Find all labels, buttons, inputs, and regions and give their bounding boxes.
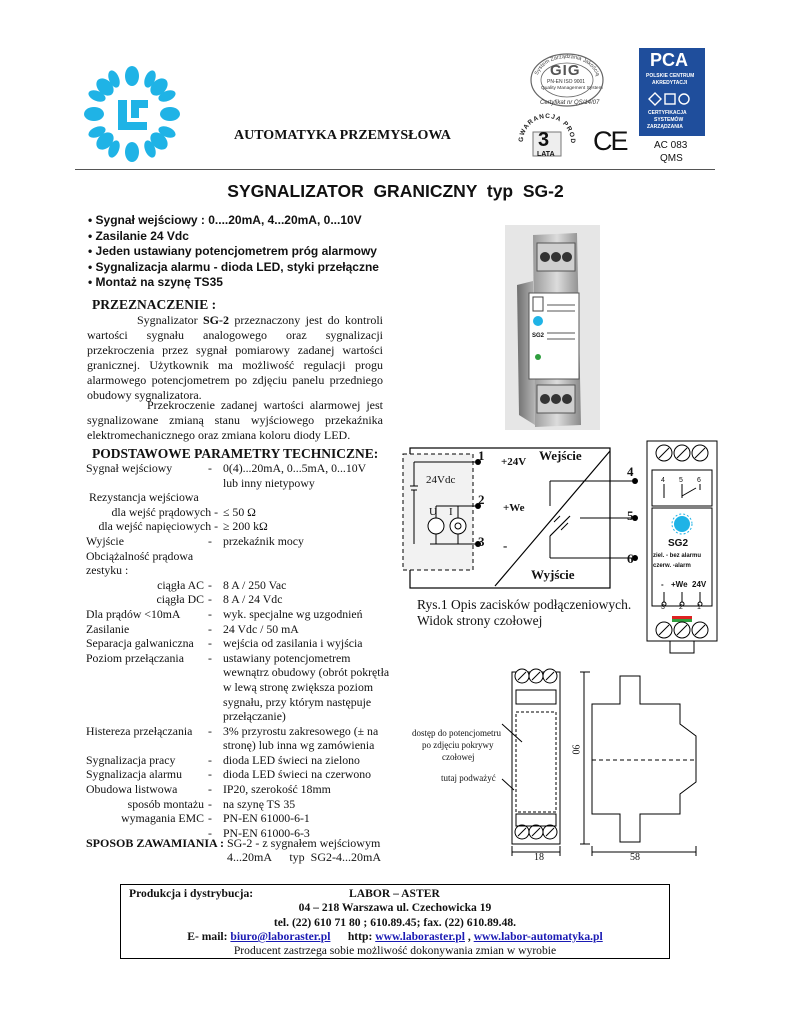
panel-num-4: 4: [661, 477, 665, 484]
gig-cert-number: Certyfikat nr QS/14/07: [540, 100, 600, 106]
footer-address: 04 – 218 Warszawa ul. Czechowicka 19: [298, 901, 492, 914]
gig-sub: Quality Management System: [541, 86, 603, 91]
panel-num-6: 6: [697, 477, 701, 484]
drawing-note-4: tutaj podważyć: [441, 773, 496, 783]
panel-bottom-label-24v: 24V: [692, 580, 707, 589]
table-row: [86, 505, 406, 520]
param-value: ≥ 200 kΩ: [223, 519, 268, 534]
footer-website-link-1[interactable]: www.laboraster.pl: [375, 930, 465, 943]
drawing-note-3: czołowej: [442, 752, 475, 762]
param-dash: -: [208, 723, 212, 738]
param-label: Separacja galwaniczna: [86, 636, 194, 651]
footer-disclaimer: Producent zastrzega sobie możliwość dokonywania zmian w wyrobie: [233, 944, 557, 957]
param-dash: -: [208, 752, 212, 767]
param-label: sposób montażu: [127, 796, 204, 811]
purpose-paragraph-1: [87, 313, 383, 403]
terminal-2-label: +We: [503, 502, 525, 514]
table-row: [86, 651, 406, 666]
footer-prod-label: Produkcja i dystrybucja:: [129, 887, 254, 900]
param-label: Obudowa listwowa: [86, 782, 178, 797]
ordering-line2: 4...20mA typ SG2-4...20mA: [227, 850, 382, 864]
table-row: [86, 782, 406, 797]
param-value: przełączanie): [223, 709, 286, 724]
guarantee-years: 3: [538, 129, 550, 151]
guarantee-label: LATA: [537, 151, 555, 158]
pca-code: AC 083: [654, 140, 688, 151]
param-label: Dla prądów <10mA: [86, 606, 181, 621]
param-label: Zasilanie: [86, 621, 130, 636]
panel-led-red-label: czerw. -alarm: [653, 563, 691, 569]
param-label: Poziom przełączania: [86, 650, 184, 665]
param-value: 8 A / 250 Vac: [223, 577, 287, 592]
param-label: dla wejść napięciowych -: [98, 519, 218, 534]
param-value: na szynę TS 35: [223, 796, 296, 811]
footer-email-link[interactable]: biuro@laboraster.pl: [230, 930, 331, 943]
pca-cert3: ZARZĄDZANIA: [647, 124, 683, 130]
param-value: 24 Vdc / 50 mA: [223, 621, 299, 636]
panel-num-3: 3: [661, 604, 665, 611]
table-row: [86, 592, 406, 607]
footer-company: LABOR – ASTER: [349, 887, 440, 900]
param-label: Obciążalność prądowa: [86, 548, 194, 563]
product-photo: [505, 225, 600, 430]
param-label: ciągła AC: [157, 577, 204, 592]
diagram-inputs-title: Wejście: [539, 448, 582, 463]
panel-led-green-label: ziel. - bez alarmu: [653, 553, 702, 559]
purpose-paragraph-2: Przekroczenie zadanej wartości alarmowej jest sygnalizowane zmianą stanu wyjściowego przekaźnika elektromechanicznego oraz zmiana koloru diody LED.: [87, 398, 383, 442]
param-dash: -: [208, 825, 212, 840]
pca-cert2: SYSTEMÓW: [654, 117, 684, 123]
param-value: stronę) lub inna wg zamówienia: [223, 738, 375, 753]
pca-line2: AKREDYTACJI: [652, 80, 688, 86]
footer-email-label: E- mail:: [187, 930, 228, 943]
gig-ring-text: System Zarządzania Jakością: [533, 53, 601, 77]
table-row: [86, 695, 406, 710]
param-value: 3% przyrostu zakresowego (± na: [223, 723, 379, 738]
ordering-label: SPOSOB ZAWAMIANIA :: [86, 836, 225, 850]
panel-model: SG2: [668, 538, 689, 549]
table-row: [86, 534, 406, 549]
ce-mark: CE: [593, 126, 627, 156]
photo-model-label: SG2: [532, 333, 545, 339]
guarantee-arc-text: GWARANCJA PROD: [517, 112, 577, 145]
terminal-1-number: 1: [478, 448, 485, 463]
source-i-label: I: [449, 506, 453, 518]
purpose-intro: Sygnalizator: [137, 313, 203, 327]
table-row: [86, 767, 406, 782]
terminal-1-label: +24V: [501, 456, 527, 468]
param-dash: -: [208, 592, 212, 607]
footer-http-label: http:: [347, 930, 373, 943]
table-row: [86, 724, 406, 739]
panel-num-5: 5: [679, 477, 683, 484]
param-dash: -: [208, 621, 212, 636]
pca-symbol-icon: [647, 92, 697, 111]
table-row: [86, 476, 406, 491]
terminal-3-number: 3: [478, 534, 485, 549]
param-value: PN-EN 61000-6-1: [223, 811, 310, 826]
param-value: wejścia od zasilania i wyjścia: [223, 636, 363, 651]
param-dash: -: [208, 767, 212, 782]
terminal-4-number: 4: [627, 464, 634, 479]
terminal-6-number: 6: [627, 551, 634, 566]
company-tagline: AUTOMATYKA PRZEMYSŁOWA: [234, 128, 451, 143]
diagram-outputs-title: Wyjście: [531, 567, 575, 582]
panel-num-2: 2: [679, 604, 683, 611]
param-label: Sygnalizacja alarmu: [86, 767, 182, 782]
gig-logo: GIG: [550, 62, 581, 79]
param-dash: -: [208, 606, 212, 621]
table-row: [86, 563, 406, 578]
diagram-caption-1: Rys.1 Opis zacisków podłączeniowych.: [417, 597, 632, 612]
company-logo: [84, 66, 180, 162]
drawing-note-1: dostęp do potencjometru: [412, 728, 501, 738]
table-row: [86, 549, 406, 564]
diagram-caption-2: Widok strony czołowej: [417, 613, 543, 628]
param-value: przekaźnik mocy: [223, 533, 304, 548]
param-value: wyk. specjalne wg uzgodnień: [223, 606, 363, 621]
pca-qms: QMS: [660, 153, 683, 164]
terminal-5-number: 5: [627, 508, 634, 523]
param-value: 8 A / 24 Vdc: [223, 592, 283, 607]
page-title: SYGNALIZATOR GRANICZNY typ SG-2: [227, 181, 564, 201]
contact-footer: [120, 884, 670, 959]
param-value: 0(4)...20mA, 0...5mA, 0...10V: [223, 461, 367, 475]
param-label: ciągła DC: [156, 592, 204, 607]
param-dash: -: [208, 461, 212, 475]
param-dash: -: [208, 533, 212, 548]
purpose-heading: PRZEZNACZENIE :: [92, 297, 217, 312]
list-item: • Sygnalizacja alarmu - dioda LED, styki przełączne: [88, 260, 408, 276]
table-row: [86, 753, 406, 768]
param-dash: -: [208, 811, 212, 826]
terminal-3-label: -: [503, 538, 508, 553]
ordering-line1: SG-2 - z sygnałem wejściowym: [227, 836, 381, 850]
footer-separator: ,: [467, 930, 471, 943]
table-row: [86, 811, 406, 826]
param-value: dioda LED świeci na zielono: [223, 752, 360, 767]
param-value: ≤ 50 Ω: [223, 504, 256, 519]
panel-num-1: 1: [697, 604, 701, 611]
table-row: [86, 636, 406, 651]
param-dash: -: [208, 636, 212, 651]
param-value: lub inny nietypowy: [223, 475, 315, 490]
param-label: Sygnał wejściowy: [86, 461, 173, 475]
table-row: [86, 709, 406, 724]
list-item: • Montaż na szynę TS35: [88, 275, 408, 291]
footer-website-link-2[interactable]: www.labor-automatyka.pl: [473, 930, 603, 943]
table-row: [86, 665, 406, 680]
header-divider: [75, 169, 715, 170]
terminal-2-number: 2: [478, 492, 485, 507]
table-row: [86, 607, 406, 622]
table-row: [86, 461, 406, 476]
param-value: w lewą stronę zwiększa poziom: [223, 679, 374, 694]
param-label: Rezystancja wejściowa: [86, 490, 199, 505]
param-value: IP20, szerokość 18mm: [223, 782, 331, 797]
table-row: [86, 578, 406, 593]
footer-phones: tel. (22) 610 71 80 ; 610.89.45; fax. (22) 610.89.48.: [273, 916, 517, 929]
dimension-height: 90: [569, 744, 581, 755]
list-item: • Sygnał wejściowy : 0....20mA, 4...20mA, 0...10V: [88, 213, 408, 229]
param-label: Sygnalizacja pracy: [86, 752, 176, 767]
dimension-width-front: 18: [534, 852, 544, 863]
param-value: wewnątrz obudowy (obrót pokrętła: [223, 665, 390, 680]
table-row: [86, 519, 406, 534]
params-heading: PODSTAWOWE PARAMETRY TECHNICZNE:: [92, 446, 379, 461]
param-dash: -: [208, 796, 212, 811]
param-label: zestyku :: [86, 563, 129, 578]
param-value: ustawiany potencjometrem: [223, 650, 351, 665]
param-label: wymagania EMC: [121, 811, 204, 826]
source-u-label: U: [429, 506, 437, 518]
dimension-width-side: 58: [630, 852, 640, 863]
list-item: • Jeden ustawiany potencjometrem próg alarmowy: [88, 244, 408, 260]
gig-norm: PN-EN ISO 9001: [547, 79, 586, 85]
param-value: sygnału, przy którym następuje: [223, 694, 372, 709]
table-row: [86, 797, 406, 812]
purpose-model: SG-2: [203, 313, 230, 327]
param-dash: -: [208, 650, 212, 665]
dimension-drawing: [500, 664, 710, 864]
param-value: dioda LED świeci na czerwono: [223, 767, 372, 782]
list-item: • Zasilanie 24 Vdc: [88, 229, 408, 245]
diagram-supply-label: 24Vdc: [426, 474, 456, 486]
feature-list: [88, 213, 408, 291]
table-row: [86, 622, 406, 637]
pca-logo: PCA: [650, 50, 689, 70]
table-row: [86, 738, 406, 753]
params-table: [86, 461, 406, 840]
drawing-note-2: po zdjęciu pokrywy: [422, 740, 494, 750]
param-dash: -: [208, 782, 212, 797]
param-label: Histereza przełączania: [86, 723, 193, 738]
table-row: [86, 680, 406, 695]
pca-cert1: CERTYFIKACJA: [648, 110, 687, 116]
param-value: PN-EN 61000-6-3: [223, 825, 310, 840]
param-label: dla wejść prądowych -: [111, 504, 218, 519]
pca-line1: POLSKIE CENTRUM: [646, 73, 695, 79]
panel-bottom-label-we: +We: [671, 580, 688, 589]
table-row: [86, 490, 406, 505]
param-dash: -: [208, 577, 212, 592]
param-label: Wyjście: [86, 533, 124, 548]
purpose-text: przeznaczony jest do kontroli wartości sygnału analogowego oraz sygnalizacji przekroczenia przez sygnał pomiarowy zadanej wartości granicznej. Użytkownik ma możliwość regulacji progu alarmowego potencjometrem po zdjęciu panelu przedniego obudowy sygnalizatora.: [87, 313, 383, 402]
panel-bottom-label-minus: -: [661, 580, 664, 589]
